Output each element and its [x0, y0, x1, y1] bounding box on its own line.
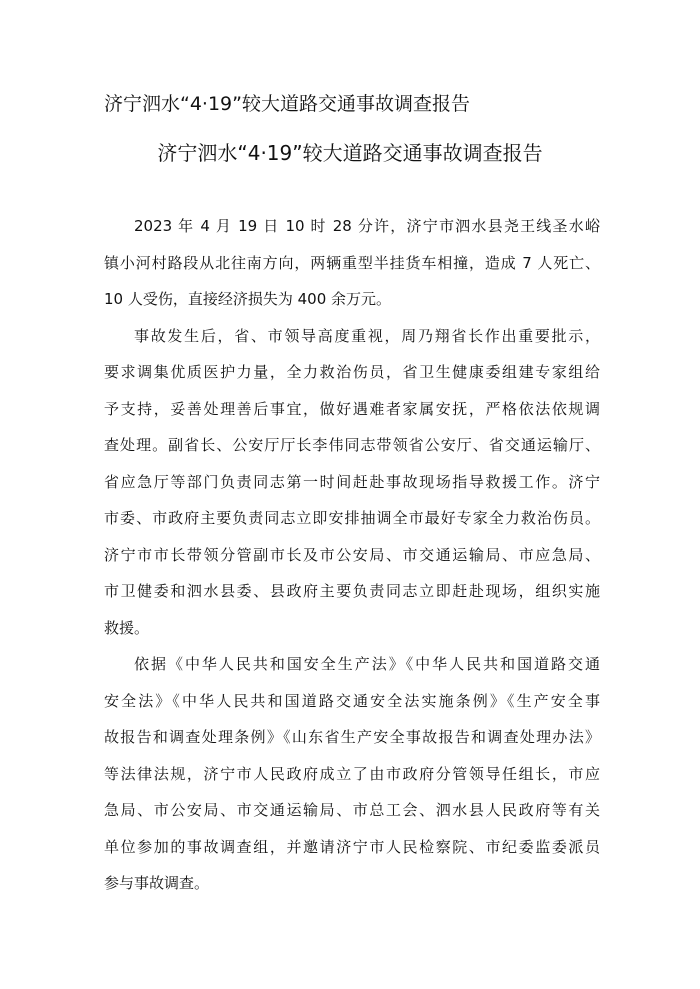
paragraph-line: 救援。: [104, 618, 150, 637]
document-title: 济宁泗水“4·19”较大道路交通事故调查报告: [157, 141, 543, 165]
paragraph-line: 单位参加的事故调查组，并邀请济宁市人民检察院、市纪委监委派员: [104, 837, 600, 856]
paragraph-line: 安全法》《中华人民共和国道路交通安全法实施条例》《生产安全事: [104, 691, 600, 710]
paragraph-line: 济宁市市长带领分管副市长及市公安局、市交通运输局、市应急局、: [104, 545, 600, 564]
paragraph-line: 依据《中华人民共和国安全生产法》《中华人民共和国道路交通: [134, 655, 600, 673]
paragraph-line: 参与事故调查。: [104, 874, 210, 892]
paragraph-2: [104, 318, 600, 647]
paragraph-line: 等法律法规，济宁市人民政府成立了由市政府分管领导任组长，市应: [104, 764, 600, 783]
paragraph-line: 要求调集优质医护力量，全力救治伤员，省卫生健康委组建专家组给: [104, 363, 600, 381]
paragraph-1: [104, 208, 600, 318]
paragraph-line: 10 人受伤，直接经济损失为 400 余万元。: [104, 290, 392, 308]
paragraph-line: 市卫健委和泗水县委、县政府主要负责同志立即赶赴现场，组织实施: [104, 582, 600, 600]
paragraph-line: 予支持，妥善处理善后事宜，做好遇难者家属安抚，严格依法依规调: [104, 399, 600, 418]
paragraph-3: [104, 646, 600, 902]
paragraph-line: 省应急厅等部门负责同志第一时间赶赴事故现场指导救援工作。济宁: [104, 472, 600, 491]
document-header: 济宁泗水“4·19”较大道路交通事故调查报告: [104, 93, 470, 115]
paragraph-line: 2023 年 4 月 19 日 10 时 28 分许，济宁市泗水县尧王线圣水峪: [134, 217, 600, 235]
paragraph-line: 查处理。副省长、公安厅厅长李伟同志带领省公安厅、省交通运输厅、: [104, 436, 600, 454]
paragraph-line: 事故发生后，省、市领导高度重视，周乃翔省长作出重要批示，: [134, 326, 600, 345]
paragraph-line: 市委、市政府主要负责同志立即安排抽调全市最好专家全力救治伤员。: [104, 509, 600, 527]
paragraph-line: 急局、市公安局、市交通运输局、市总工会、泗水县人民政府等有关: [104, 801, 600, 819]
document-body: [104, 208, 600, 902]
paragraph-line: 故报告和调查处理条例》《山东省生产安全事故报告和调查处理办法》: [104, 728, 600, 746]
paragraph-line: 镇小河村路段从北往南方向，两辆重型半挂货车相撞，造成 7 人死亡、: [104, 253, 600, 272]
